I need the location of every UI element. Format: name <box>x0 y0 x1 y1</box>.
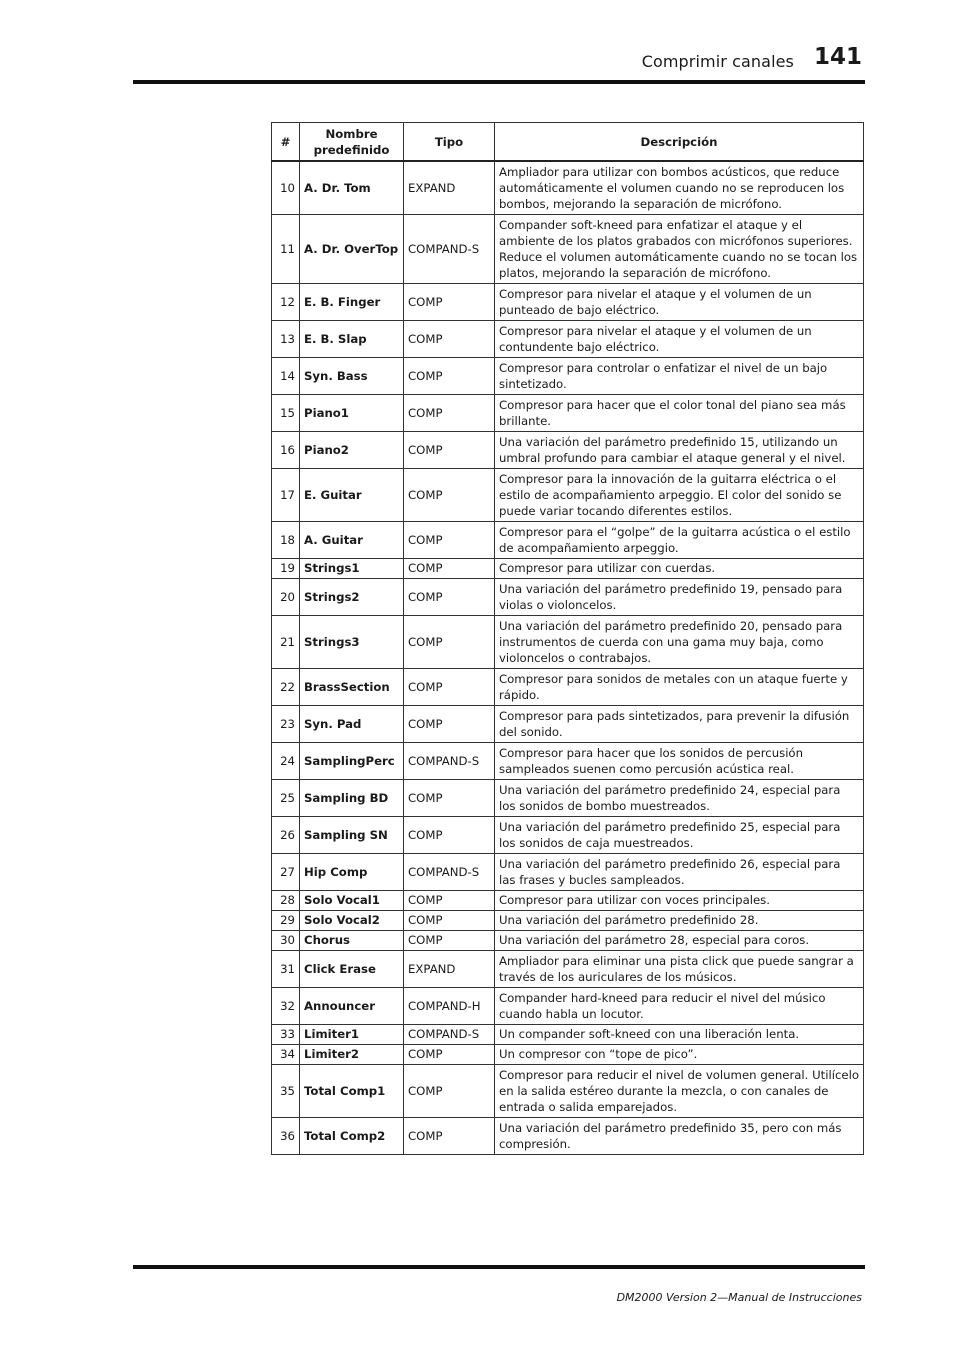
presets-table <box>271 122 864 1155</box>
table-row <box>272 705 864 742</box>
preset-name: Announcer <box>300 987 404 1024</box>
preset-name: Solo Vocal1 <box>300 890 404 910</box>
preset-name: Sampling SN <box>300 816 404 853</box>
preset-type: COMP <box>404 1044 495 1064</box>
preset-name: E. B. Finger <box>300 283 404 320</box>
preset-number: 31 <box>272 950 300 987</box>
table-row <box>272 987 864 1024</box>
preset-description: Una variación del parámetro predefinido 25, especial para los sonidos de caja muestreados. <box>495 816 864 853</box>
preset-name: Strings3 <box>300 615 404 668</box>
table-row <box>272 890 864 910</box>
preset-type: COMPAND-S <box>404 853 495 890</box>
preset-name: Piano2 <box>300 431 404 468</box>
preset-number: 17 <box>272 468 300 521</box>
preset-number: 26 <box>272 816 300 853</box>
preset-type: COMP <box>404 394 495 431</box>
preset-number: 16 <box>272 431 300 468</box>
page-number: 141 <box>813 44 862 70</box>
preset-description: Compresor para hacer que el color tonal del piano sea más brillante. <box>495 394 864 431</box>
preset-type: COMP <box>404 930 495 950</box>
table-row <box>272 742 864 779</box>
table-header-row <box>272 123 864 162</box>
table-row <box>272 320 864 357</box>
preset-number: 24 <box>272 742 300 779</box>
preset-name: Total Comp2 <box>300 1117 404 1154</box>
table-row <box>272 161 864 214</box>
preset-type: COMP <box>404 431 495 468</box>
table-row <box>272 357 864 394</box>
preset-description: Ampliador para utilizar con bombos acústicos, que reduce automáticamente el volumen cuando no se reproducen los bombos, mejorando la separación de micrófono. <box>495 161 864 214</box>
preset-type: COMP <box>404 816 495 853</box>
preset-number: 36 <box>272 1117 300 1154</box>
preset-type: COMP <box>404 705 495 742</box>
preset-description: Una variación del parámetro predefinido 26, especial para las frases y bucles sampleados. <box>495 853 864 890</box>
table-row <box>272 910 864 930</box>
table-row <box>272 521 864 558</box>
preset-type: COMP <box>404 1064 495 1117</box>
preset-description: Ampliador para eliminar una pista click que puede sangrar a través de los auriculares de los músicos. <box>495 950 864 987</box>
preset-type: COMP <box>404 1117 495 1154</box>
preset-name: Syn. Bass <box>300 357 404 394</box>
preset-type: COMP <box>404 578 495 615</box>
preset-description: Compresor para nivelar el ataque y el volumen de un punteado de bajo eléctrico. <box>495 283 864 320</box>
preset-type: COMP <box>404 890 495 910</box>
table-row <box>272 394 864 431</box>
preset-number: 22 <box>272 668 300 705</box>
preset-number: 32 <box>272 987 300 1024</box>
preset-number: 15 <box>272 394 300 431</box>
table-row <box>272 431 864 468</box>
preset-number: 33 <box>272 1024 300 1044</box>
preset-number: 30 <box>272 930 300 950</box>
preset-name: A. Dr. Tom <box>300 161 404 214</box>
preset-number: 18 <box>272 521 300 558</box>
preset-description: Un compander soft-kneed con una liberación lenta. <box>495 1024 864 1044</box>
footer-rule <box>133 1265 865 1269</box>
preset-description: Una variación del parámetro predefinido 15, utilizando un umbral profundo para cambiar el ataque general y el nivel. <box>495 431 864 468</box>
preset-number: 21 <box>272 615 300 668</box>
preset-name: Strings1 <box>300 558 404 578</box>
preset-name: Solo Vocal2 <box>300 910 404 930</box>
preset-name: Hip Comp <box>300 853 404 890</box>
preset-name: Total Comp1 <box>300 1064 404 1117</box>
table-row <box>272 853 864 890</box>
table-row <box>272 779 864 816</box>
preset-description: Una variación del parámetro 28, especial para coros. <box>495 930 864 950</box>
preset-type: COMPAND-H <box>404 987 495 1024</box>
preset-description: Compander hard-kneed para reducir el nivel del músico cuando habla un locutor. <box>495 987 864 1024</box>
preset-type: COMP <box>404 668 495 705</box>
preset-description: Una variación del parámetro predefinido 19, pensado para violas o violoncelos. <box>495 578 864 615</box>
preset-number: 34 <box>272 1044 300 1064</box>
preset-description: Compresor para nivelar el ataque y el volumen de un contundente bajo eléctrico. <box>495 320 864 357</box>
preset-number: 27 <box>272 853 300 890</box>
table-row <box>272 468 864 521</box>
footer-text: DM2000 Version 2—Manual de Instrucciones <box>616 1291 862 1304</box>
preset-number: 10 <box>272 161 300 214</box>
preset-type: COMP <box>404 615 495 668</box>
preset-number: 12 <box>272 283 300 320</box>
preset-description: Una variación del parámetro predefinido 28. <box>495 910 864 930</box>
preset-type: COMP <box>404 779 495 816</box>
preset-name: Limiter2 <box>300 1044 404 1064</box>
header-rule <box>133 80 865 84</box>
preset-number: 29 <box>272 910 300 930</box>
preset-name: A. Guitar <box>300 521 404 558</box>
preset-description: Un compresor con “tope de pico”. <box>495 1044 864 1064</box>
preset-name: SamplingPerc <box>300 742 404 779</box>
preset-type: COMP <box>404 283 495 320</box>
preset-type: COMP <box>404 910 495 930</box>
preset-number: 14 <box>272 357 300 394</box>
preset-description: Compresor para controlar o enfatizar el nivel de un bajo sintetizado. <box>495 357 864 394</box>
table-row <box>272 558 864 578</box>
preset-type: COMP <box>404 558 495 578</box>
preset-type: COMPAND-S <box>404 214 495 283</box>
preset-number: 23 <box>272 705 300 742</box>
preset-name: Piano1 <box>300 394 404 431</box>
preset-description: Compresor para sonidos de metales con un ataque fuerte y rápido. <box>495 668 864 705</box>
preset-type: COMP <box>404 521 495 558</box>
table-row <box>272 214 864 283</box>
table-row <box>272 1064 864 1117</box>
preset-number: 28 <box>272 890 300 910</box>
preset-description: Una variación del parámetro predefinido 20, pensado para instrumentos de cuerda con una gama muy baja, como violoncelos o contrabajos. <box>495 615 864 668</box>
preset-description: Compander soft-kneed para enfatizar el ataque y el ambiente de los platos grabados con micrófonos superiores. Reduce el volumen automáticamente cuando no se tocan los platos, mejorando la separación de micrófono. <box>495 214 864 283</box>
preset-description: Una variación del parámetro predefinido 24, especial para los sonidos de bombo muestreados. <box>495 779 864 816</box>
table-row <box>272 1024 864 1044</box>
preset-name: A. Dr. OverTop <box>300 214 404 283</box>
preset-number: 20 <box>272 578 300 615</box>
section-title: Comprimir canales <box>641 52 794 71</box>
preset-number: 19 <box>272 558 300 578</box>
table-row <box>272 930 864 950</box>
preset-name: Click Erase <box>300 950 404 987</box>
preset-name: Chorus <box>300 930 404 950</box>
preset-type: COMP <box>404 357 495 394</box>
preset-name: Sampling BD <box>300 779 404 816</box>
column-header-name: Nombre predefinido <box>300 123 404 162</box>
table-row <box>272 1117 864 1154</box>
table-row <box>272 578 864 615</box>
preset-type: COMPAND-S <box>404 1024 495 1044</box>
preset-description: Compresor para pads sintetizados, para prevenir la difusión del sonido. <box>495 705 864 742</box>
preset-description: Compresor para el “golpe” de la guitarra acústica o el estilo de acompañamiento arpeggio. <box>495 521 864 558</box>
preset-name: BrassSection <box>300 668 404 705</box>
column-header-number: # <box>272 123 300 162</box>
preset-name: Strings2 <box>300 578 404 615</box>
table-row <box>272 816 864 853</box>
table-row <box>272 615 864 668</box>
preset-type: EXPAND <box>404 161 495 214</box>
preset-description: Compresor para reducir el nivel de volumen general. Utilícelo en la salida estéreo durante la mezcla, o con canales de entrada o salida emparejados. <box>495 1064 864 1117</box>
preset-type: COMP <box>404 468 495 521</box>
preset-description: Compresor para utilizar con cuerdas. <box>495 558 864 578</box>
preset-number: 35 <box>272 1064 300 1117</box>
preset-name: Limiter1 <box>300 1024 404 1044</box>
preset-type: EXPAND <box>404 950 495 987</box>
table-row <box>272 950 864 987</box>
table-row <box>272 283 864 320</box>
column-header-type: Tipo <box>404 123 495 162</box>
preset-name: E. B. Slap <box>300 320 404 357</box>
preset-type: COMPAND-S <box>404 742 495 779</box>
table-row <box>272 668 864 705</box>
preset-number: 25 <box>272 779 300 816</box>
column-header-description: Descripción <box>495 123 864 162</box>
table-row <box>272 1044 864 1064</box>
preset-number: 11 <box>272 214 300 283</box>
preset-description: Compresor para la innovación de la guitarra eléctrica o el estilo de acompañamiento arpeggio. El color del sonido se puede variar tocando diferentes estilos. <box>495 468 864 521</box>
preset-description: Una variación del parámetro predefinido 35, pero con más compresión. <box>495 1117 864 1154</box>
preset-type: COMP <box>404 320 495 357</box>
preset-description: Compresor para hacer que los sonidos de percusión sampleados suenen como percusión acústica real. <box>495 742 864 779</box>
preset-description: Compresor para utilizar con voces principales. <box>495 890 864 910</box>
preset-name: E. Guitar <box>300 468 404 521</box>
preset-name: Syn. Pad <box>300 705 404 742</box>
preset-number: 13 <box>272 320 300 357</box>
